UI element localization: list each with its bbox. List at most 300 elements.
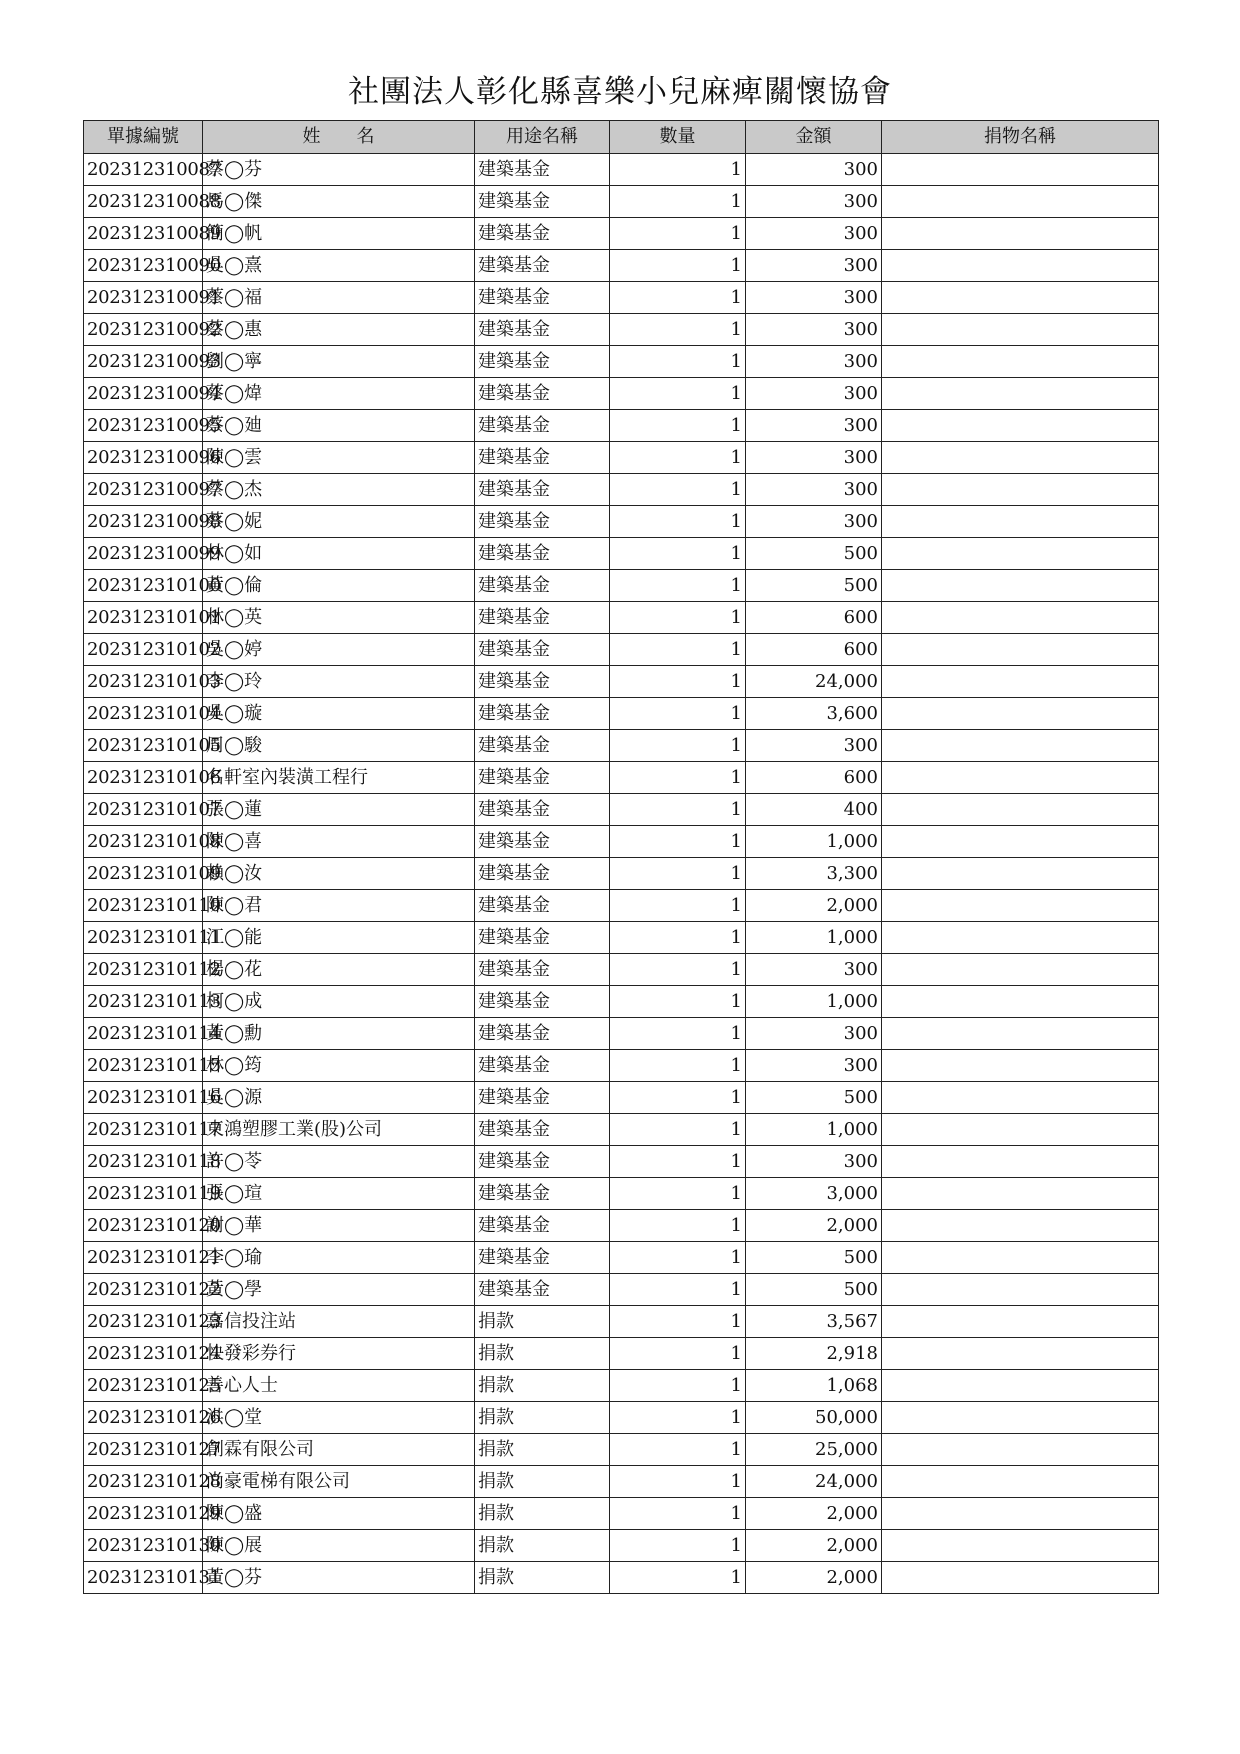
quantity-cell: 1 <box>610 250 746 282</box>
donated-item-cell <box>882 250 1159 282</box>
quantity-cell: 1 <box>610 730 746 762</box>
donor-name-cell: 黃◯勳 <box>203 1018 475 1050</box>
receipt-number-cell: 202312310104 <box>84 698 203 730</box>
donated-item-cell <box>882 602 1159 634</box>
table-row <box>84 986 1159 1018</box>
header-receipt-number: 單據編號 <box>84 121 203 154</box>
quantity-cell: 1 <box>610 1338 746 1370</box>
receipt-number-cell: 202312310114 <box>84 1018 203 1050</box>
donor-name-cell: 江◯能 <box>203 922 475 954</box>
donated-item-cell <box>882 1082 1159 1114</box>
receipt-number-cell: 202312310105 <box>84 730 203 762</box>
receipt-number-cell: 202312310120 <box>84 1210 203 1242</box>
donor-name-cell: 吳◯熹 <box>203 250 475 282</box>
receipt-number-cell: 202312310099 <box>84 538 203 570</box>
donor-name-cell: 吳◯源 <box>203 1082 475 1114</box>
donor-name-cell: 謝◯華 <box>203 1210 475 1242</box>
donated-item-cell <box>882 1562 1159 1594</box>
amount-cell: 300 <box>746 1018 882 1050</box>
donated-item-cell <box>882 1242 1159 1274</box>
quantity-cell: 1 <box>610 1402 746 1434</box>
table-row <box>84 634 1159 666</box>
donor-name-cell: 蔡◯惠 <box>203 314 475 346</box>
donor-name-cell: 陳◯盛 <box>203 1498 475 1530</box>
quantity-cell: 1 <box>610 858 746 890</box>
donor-name-cell: 善心人士 <box>203 1370 475 1402</box>
purpose-cell: 建築基金 <box>475 858 610 890</box>
table-row <box>84 890 1159 922</box>
quantity-cell: 1 <box>610 1498 746 1530</box>
amount-cell: 1,068 <box>746 1370 882 1402</box>
donor-name-cell: 創霖有限公司 <box>203 1434 475 1466</box>
header-purpose: 用途名稱 <box>475 121 610 154</box>
receipt-number-cell: 202312310127 <box>84 1434 203 1466</box>
donor-name-cell: 名軒室內裝潢工程行 <box>203 762 475 794</box>
table-row <box>84 1338 1159 1370</box>
receipt-number-cell: 202312310121 <box>84 1242 203 1274</box>
table-row <box>84 1306 1159 1338</box>
donor-name-cell: 柯◯成 <box>203 986 475 1018</box>
donor-name-cell: 賴◯汝 <box>203 858 475 890</box>
table-row <box>84 250 1159 282</box>
receipt-number-cell: 202312310110 <box>84 890 203 922</box>
amount-cell: 500 <box>746 570 882 602</box>
amount-cell: 400 <box>746 794 882 826</box>
donated-item-cell <box>882 1210 1159 1242</box>
donated-item-cell <box>882 154 1159 186</box>
quantity-cell: 1 <box>610 698 746 730</box>
table-row <box>84 218 1159 250</box>
quantity-cell: 1 <box>610 922 746 954</box>
quantity-cell: 1 <box>610 986 746 1018</box>
purpose-cell: 建築基金 <box>475 218 610 250</box>
donated-item-cell <box>882 442 1159 474</box>
amount-cell: 1,000 <box>746 986 882 1018</box>
purpose-cell: 建築基金 <box>475 634 610 666</box>
receipt-number-cell: 202312310093 <box>84 346 203 378</box>
donated-item-cell <box>882 1338 1159 1370</box>
table-row <box>84 442 1159 474</box>
quantity-cell: 1 <box>610 1210 746 1242</box>
purpose-cell: 建築基金 <box>475 922 610 954</box>
donated-item-cell <box>882 1018 1159 1050</box>
amount-cell: 300 <box>746 1050 882 1082</box>
donor-name-cell: 陳◯雲 <box>203 442 475 474</box>
amount-cell: 3,600 <box>746 698 882 730</box>
purpose-cell: 捐款 <box>475 1402 610 1434</box>
donor-name-cell: 蔡◯福 <box>203 282 475 314</box>
quantity-cell: 1 <box>610 602 746 634</box>
donated-item-cell <box>882 346 1159 378</box>
table-row <box>84 1530 1159 1562</box>
purpose-cell: 建築基金 <box>475 666 610 698</box>
quantity-cell: 1 <box>610 762 746 794</box>
donor-name-cell: 林◯英 <box>203 602 475 634</box>
amount-cell: 300 <box>746 314 882 346</box>
donor-name-cell: 劉◯寧 <box>203 346 475 378</box>
quantity-cell: 1 <box>610 506 746 538</box>
donated-item-cell <box>882 1370 1159 1402</box>
donated-item-cell <box>882 1306 1159 1338</box>
receipt-number-cell: 202312310126 <box>84 1402 203 1434</box>
donated-item-cell <box>882 858 1159 890</box>
quantity-cell: 1 <box>610 346 746 378</box>
donor-name-cell: 快發彩券行 <box>203 1338 475 1370</box>
purpose-cell: 建築基金 <box>475 762 610 794</box>
donated-item-cell <box>882 186 1159 218</box>
donor-name-cell: 陳◯展 <box>203 1530 475 1562</box>
amount-cell: 2,000 <box>746 1210 882 1242</box>
donor-name-cell: 黃◯倫 <box>203 570 475 602</box>
quantity-cell: 1 <box>610 1178 746 1210</box>
amount-cell: 300 <box>746 730 882 762</box>
purpose-cell: 建築基金 <box>475 250 610 282</box>
donor-name-cell: 楊◯花 <box>203 954 475 986</box>
purpose-cell: 建築基金 <box>475 1242 610 1274</box>
donated-item-cell <box>882 410 1159 442</box>
table-row <box>84 922 1159 954</box>
table-row <box>84 1466 1159 1498</box>
quantity-cell: 1 <box>610 826 746 858</box>
table-row <box>84 1050 1159 1082</box>
donated-item-cell <box>882 570 1159 602</box>
donated-item-cell <box>882 730 1159 762</box>
receipt-number-cell: 202312310119 <box>84 1178 203 1210</box>
quantity-cell: 1 <box>610 1370 746 1402</box>
table-row <box>84 538 1159 570</box>
amount-cell: 2,000 <box>746 1562 882 1594</box>
amount-cell: 300 <box>746 250 882 282</box>
quantity-cell: 1 <box>610 1050 746 1082</box>
donated-item-cell <box>882 474 1159 506</box>
receipt-number-cell: 202312310111 <box>84 922 203 954</box>
table-row <box>84 282 1159 314</box>
table-row <box>84 1562 1159 1594</box>
donated-item-cell <box>882 826 1159 858</box>
donor-name-cell: 洪◯堂 <box>203 1402 475 1434</box>
amount-cell: 500 <box>746 538 882 570</box>
table-row <box>84 1146 1159 1178</box>
receipt-number-cell: 202312310106 <box>84 762 203 794</box>
table-row <box>84 858 1159 890</box>
donated-item-cell <box>882 954 1159 986</box>
donated-item-cell <box>882 1434 1159 1466</box>
receipt-number-cell: 202312310090 <box>84 250 203 282</box>
purpose-cell: 建築基金 <box>475 506 610 538</box>
receipt-number-cell: 202312310092 <box>84 314 203 346</box>
donated-item-cell <box>882 698 1159 730</box>
purpose-cell: 建築基金 <box>475 474 610 506</box>
table-row <box>84 1274 1159 1306</box>
donor-name-cell: 尚豪電梯有限公司 <box>203 1466 475 1498</box>
quantity-cell: 1 <box>610 154 746 186</box>
purpose-cell: 捐款 <box>475 1434 610 1466</box>
header-row <box>84 121 1159 154</box>
table-row <box>84 1402 1159 1434</box>
donor-name-cell: 蔡◯妮 <box>203 506 475 538</box>
quantity-cell: 1 <box>610 666 746 698</box>
donor-name-cell: 蔡◯廸 <box>203 410 475 442</box>
receipt-number-cell: 202312310096 <box>84 442 203 474</box>
receipt-number-cell: 202312310088 <box>84 186 203 218</box>
purpose-cell: 建築基金 <box>475 794 610 826</box>
purpose-cell: 捐款 <box>475 1562 610 1594</box>
table-row <box>84 474 1159 506</box>
receipt-number-cell: 202312310102 <box>84 634 203 666</box>
purpose-cell: 建築基金 <box>475 1146 610 1178</box>
donor-name-cell: 張◯瑄 <box>203 1178 475 1210</box>
purpose-cell: 建築基金 <box>475 154 610 186</box>
donated-item-cell <box>882 1402 1159 1434</box>
quantity-cell: 1 <box>610 1242 746 1274</box>
purpose-cell: 建築基金 <box>475 538 610 570</box>
donor-name-cell: 蔡◯芬 <box>203 154 475 186</box>
donor-name-cell: 黃◯學 <box>203 1274 475 1306</box>
purpose-cell: 建築基金 <box>475 346 610 378</box>
purpose-cell: 建築基金 <box>475 314 610 346</box>
purpose-cell: 捐款 <box>475 1338 610 1370</box>
amount-cell: 300 <box>746 474 882 506</box>
purpose-cell: 建築基金 <box>475 570 610 602</box>
donor-name-cell: 李◯瑜 <box>203 1242 475 1274</box>
donated-item-cell <box>882 1466 1159 1498</box>
amount-cell: 300 <box>746 1146 882 1178</box>
receipt-number-cell: 202312310098 <box>84 506 203 538</box>
table-row <box>84 1370 1159 1402</box>
donated-item-cell <box>882 922 1159 954</box>
amount-cell: 24,000 <box>746 666 882 698</box>
amount-cell: 300 <box>746 378 882 410</box>
donor-name-cell: 吳◯璇 <box>203 698 475 730</box>
receipt-number-cell: 202312310117 <box>84 1114 203 1146</box>
quantity-cell: 1 <box>610 410 746 442</box>
table-row <box>84 1434 1159 1466</box>
donor-name-cell: 林◯筠 <box>203 1050 475 1082</box>
amount-cell: 1,000 <box>746 922 882 954</box>
donor-name-cell: 蔡◯杰 <box>203 474 475 506</box>
amount-cell: 600 <box>746 634 882 666</box>
amount-cell: 300 <box>746 282 882 314</box>
amount-cell: 300 <box>746 410 882 442</box>
amount-cell: 500 <box>746 1242 882 1274</box>
amount-cell: 300 <box>746 954 882 986</box>
purpose-cell: 捐款 <box>475 1466 610 1498</box>
donation-table <box>83 120 1159 1594</box>
purpose-cell: 建築基金 <box>475 282 610 314</box>
quantity-cell: 1 <box>610 1530 746 1562</box>
purpose-cell: 建築基金 <box>475 730 610 762</box>
donated-item-cell <box>882 762 1159 794</box>
amount-cell: 3,000 <box>746 1178 882 1210</box>
table-row <box>84 762 1159 794</box>
receipt-number-cell: 202312310118 <box>84 1146 203 1178</box>
amount-cell: 50,000 <box>746 1402 882 1434</box>
table-row <box>84 730 1159 762</box>
receipt-number-cell: 202312310094 <box>84 378 203 410</box>
purpose-cell: 建築基金 <box>475 442 610 474</box>
table-row <box>84 314 1159 346</box>
purpose-cell: 捐款 <box>475 1306 610 1338</box>
donor-name-cell: 嘉信投注站 <box>203 1306 475 1338</box>
receipt-number-cell: 202312310089 <box>84 218 203 250</box>
receipt-number-cell: 202312310087 <box>84 154 203 186</box>
donor-name-cell: 吳◯婷 <box>203 634 475 666</box>
purpose-cell: 建築基金 <box>475 1178 610 1210</box>
donor-name-cell: 陳◯君 <box>203 890 475 922</box>
receipt-number-cell: 202312310129 <box>84 1498 203 1530</box>
purpose-cell: 建築基金 <box>475 1210 610 1242</box>
quantity-cell: 1 <box>610 1114 746 1146</box>
amount-cell: 300 <box>746 442 882 474</box>
donor-name-cell: 馬◯傑 <box>203 186 475 218</box>
amount-cell: 600 <box>746 762 882 794</box>
donor-name-cell: 東鴻塑膠工業(股)公司 <box>203 1114 475 1146</box>
quantity-cell: 1 <box>610 1434 746 1466</box>
table-row <box>84 186 1159 218</box>
table-row <box>84 346 1159 378</box>
quantity-cell: 1 <box>610 378 746 410</box>
receipt-number-cell: 202312310124 <box>84 1338 203 1370</box>
table-body <box>84 154 1159 1594</box>
receipt-number-cell: 202312310091 <box>84 282 203 314</box>
purpose-cell: 建築基金 <box>475 1018 610 1050</box>
purpose-cell: 建築基金 <box>475 1050 610 1082</box>
donated-item-cell <box>882 218 1159 250</box>
table-row <box>84 698 1159 730</box>
header-quantity: 數量 <box>610 121 746 154</box>
table-row <box>84 1018 1159 1050</box>
receipt-number-cell: 202312310128 <box>84 1466 203 1498</box>
receipt-number-cell: 202312310103 <box>84 666 203 698</box>
donor-name-cell: 林◯如 <box>203 538 475 570</box>
donated-item-cell <box>882 986 1159 1018</box>
purpose-cell: 建築基金 <box>475 698 610 730</box>
receipt-number-cell: 202312310113 <box>84 986 203 1018</box>
purpose-cell: 建築基金 <box>475 1114 610 1146</box>
amount-cell: 2,918 <box>746 1338 882 1370</box>
amount-cell: 24,000 <box>746 1466 882 1498</box>
receipt-number-cell: 202312310131 <box>84 1562 203 1594</box>
receipt-number-cell: 202312310125 <box>84 1370 203 1402</box>
header-amount: 金額 <box>746 121 882 154</box>
purpose-cell: 建築基金 <box>475 986 610 1018</box>
receipt-number-cell: 202312310112 <box>84 954 203 986</box>
amount-cell: 300 <box>746 346 882 378</box>
purpose-cell: 建築基金 <box>475 1082 610 1114</box>
quantity-cell: 1 <box>610 1082 746 1114</box>
table-row <box>84 1498 1159 1530</box>
table-row <box>84 954 1159 986</box>
receipt-number-cell: 202312310123 <box>84 1306 203 1338</box>
amount-cell: 25,000 <box>746 1434 882 1466</box>
receipt-number-cell: 202312310130 <box>84 1530 203 1562</box>
amount-cell: 500 <box>746 1082 882 1114</box>
quantity-cell: 1 <box>610 634 746 666</box>
table-row <box>84 826 1159 858</box>
amount-cell: 500 <box>746 1274 882 1306</box>
quantity-cell: 1 <box>610 1562 746 1594</box>
amount-cell: 300 <box>746 218 882 250</box>
donated-item-cell <box>882 1178 1159 1210</box>
receipt-number-cell: 202312310122 <box>84 1274 203 1306</box>
header-donated-item: 捐物名稱 <box>882 121 1159 154</box>
amount-cell: 1,000 <box>746 1114 882 1146</box>
table-row <box>84 1082 1159 1114</box>
purpose-cell: 建築基金 <box>475 826 610 858</box>
table-row <box>84 666 1159 698</box>
donor-name-cell: 周◯駿 <box>203 730 475 762</box>
amount-cell: 3,567 <box>746 1306 882 1338</box>
purpose-cell: 捐款 <box>475 1498 610 1530</box>
quantity-cell: 1 <box>610 474 746 506</box>
amount-cell: 300 <box>746 154 882 186</box>
purpose-cell: 建築基金 <box>475 378 610 410</box>
donated-item-cell <box>882 1146 1159 1178</box>
donated-item-cell <box>882 282 1159 314</box>
donated-item-cell <box>882 890 1159 922</box>
receipt-number-cell: 202312310100 <box>84 570 203 602</box>
donor-name-cell: 黃◯芬 <box>203 1562 475 1594</box>
receipt-number-cell: 202312310116 <box>84 1082 203 1114</box>
donor-name-cell: 許◯苓 <box>203 1146 475 1178</box>
donor-name-cell: 簡◯帆 <box>203 218 475 250</box>
donor-name-cell: 蔡◯煒 <box>203 378 475 410</box>
amount-cell: 2,000 <box>746 1530 882 1562</box>
purpose-cell: 建築基金 <box>475 890 610 922</box>
donor-name-cell: 李◯玲 <box>203 666 475 698</box>
donated-item-cell <box>882 1050 1159 1082</box>
quantity-cell: 1 <box>610 538 746 570</box>
table-header <box>84 121 1159 154</box>
table-row <box>84 570 1159 602</box>
receipt-number-cell: 202312310109 <box>84 858 203 890</box>
quantity-cell: 1 <box>610 570 746 602</box>
amount-cell: 3,300 <box>746 858 882 890</box>
quantity-cell: 1 <box>610 1018 746 1050</box>
donated-item-cell <box>882 1274 1159 1306</box>
amount-cell: 1,000 <box>746 826 882 858</box>
quantity-cell: 1 <box>610 1306 746 1338</box>
quantity-cell: 1 <box>610 442 746 474</box>
table-row <box>84 378 1159 410</box>
donor-name-cell: 陳◯喜 <box>203 826 475 858</box>
table-row <box>84 410 1159 442</box>
quantity-cell: 1 <box>610 218 746 250</box>
header-name: 姓 名 <box>203 121 475 154</box>
quantity-cell: 1 <box>610 186 746 218</box>
table-row <box>84 506 1159 538</box>
donated-item-cell <box>882 794 1159 826</box>
table-row <box>84 1242 1159 1274</box>
receipt-number-cell: 202312310107 <box>84 794 203 826</box>
table-row <box>84 1114 1159 1146</box>
receipt-number-cell: 202312310097 <box>84 474 203 506</box>
receipt-number-cell: 202312310115 <box>84 1050 203 1082</box>
receipt-number-cell: 202312310108 <box>84 826 203 858</box>
amount-cell: 300 <box>746 506 882 538</box>
donor-name-cell: 張◯蓮 <box>203 794 475 826</box>
donated-item-cell <box>882 538 1159 570</box>
amount-cell: 600 <box>746 602 882 634</box>
quantity-cell: 1 <box>610 1274 746 1306</box>
amount-cell: 300 <box>746 186 882 218</box>
purpose-cell: 捐款 <box>475 1530 610 1562</box>
donated-item-cell <box>882 1530 1159 1562</box>
amount-cell: 2,000 <box>746 1498 882 1530</box>
donated-item-cell <box>882 1114 1159 1146</box>
quantity-cell: 1 <box>610 1466 746 1498</box>
donated-item-cell <box>882 378 1159 410</box>
